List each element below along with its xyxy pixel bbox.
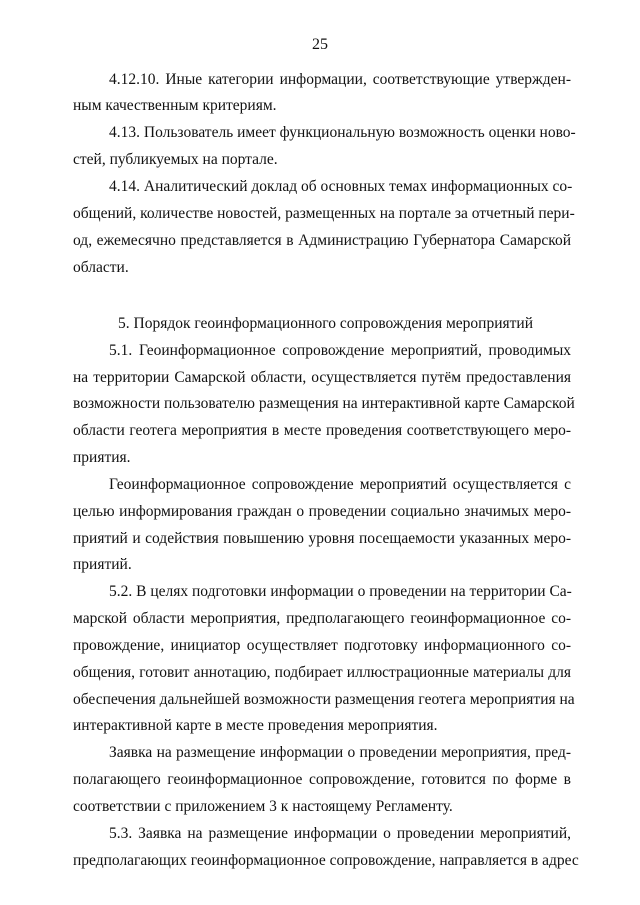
text-line: приятий. [73, 556, 132, 573]
text-line: 4.14. Аналитический доклад об основных темах информационных со- [109, 178, 573, 195]
text-line: обеспечения дальнейшей возможности размещения геотега мероприятия на [73, 691, 575, 708]
section-heading: 5. Порядок геоинформационного сопровождения мероприятий [118, 315, 533, 332]
text-line: интерактивной карте в месте проведения мероприятия. [73, 717, 438, 734]
text-line: 5.2. В целях подготовки информации о проведении на территории Са- [109, 583, 572, 600]
text-line: 5.3. Заявка на размещение информации о проведении мероприятий, [109, 825, 571, 842]
page-number: 25 [312, 36, 328, 53]
text-line: 5.1. Геоинформационное сопровождение мероприятий, проводимых [109, 342, 571, 359]
text-line: предполагающих геоинформационное сопровождение, направляется в адрес [73, 852, 579, 869]
text-line: области геотега мероприятия в месте проведения соответствующего меро- [73, 422, 571, 439]
text-line: соответствии с приложением 3 к настоящему Регламенту. [73, 798, 453, 815]
text-line: приятия. [73, 449, 131, 466]
text-line: Геоинформационное сопровождение мероприятий осуществляется с [109, 476, 571, 493]
text-line: области. [73, 259, 129, 276]
text-line: марской области мероприятия, предполагающего геоинформационное со- [73, 610, 571, 627]
text-line: Заявка на размещение информации о проведении мероприятия, пред- [109, 744, 571, 761]
text-line: ным качественным критериям. [73, 97, 277, 114]
text-line: общения, готовит аннотацию, подбирает иллюстрационные материалы для [73, 664, 571, 681]
text-line: полагающего геоинформационное сопровождение, готовится по форме в [73, 771, 571, 788]
text-line: приятий и содействия повышению уровня посещаемости указанных меро- [73, 530, 571, 547]
text-line: провождение, инициатор осуществляет подготовку информационного со- [73, 637, 571, 654]
text-line: на территории Самарской области, осуществляется путём предоставления [73, 369, 571, 386]
text-line: целью информирования граждан о проведении социально значимых меро- [73, 503, 571, 520]
text-line: 4.13. Пользователь имеет функциональную возможность оценки ново- [109, 124, 576, 141]
text-line: стей, публикуемых на портале. [73, 151, 278, 168]
text-line: возможности пользователю размещения на интерактивной карте Самарской [73, 395, 575, 412]
text-line: общений, количестве новостей, размещенных на портале за отчетный пери- [73, 205, 575, 222]
text-line: од, ежемесячно представляется в Администрацию Губернатора Самарской [73, 232, 571, 249]
text-line: 4.12.10. Иные категории информации, соответствующие утвержден- [109, 71, 571, 88]
